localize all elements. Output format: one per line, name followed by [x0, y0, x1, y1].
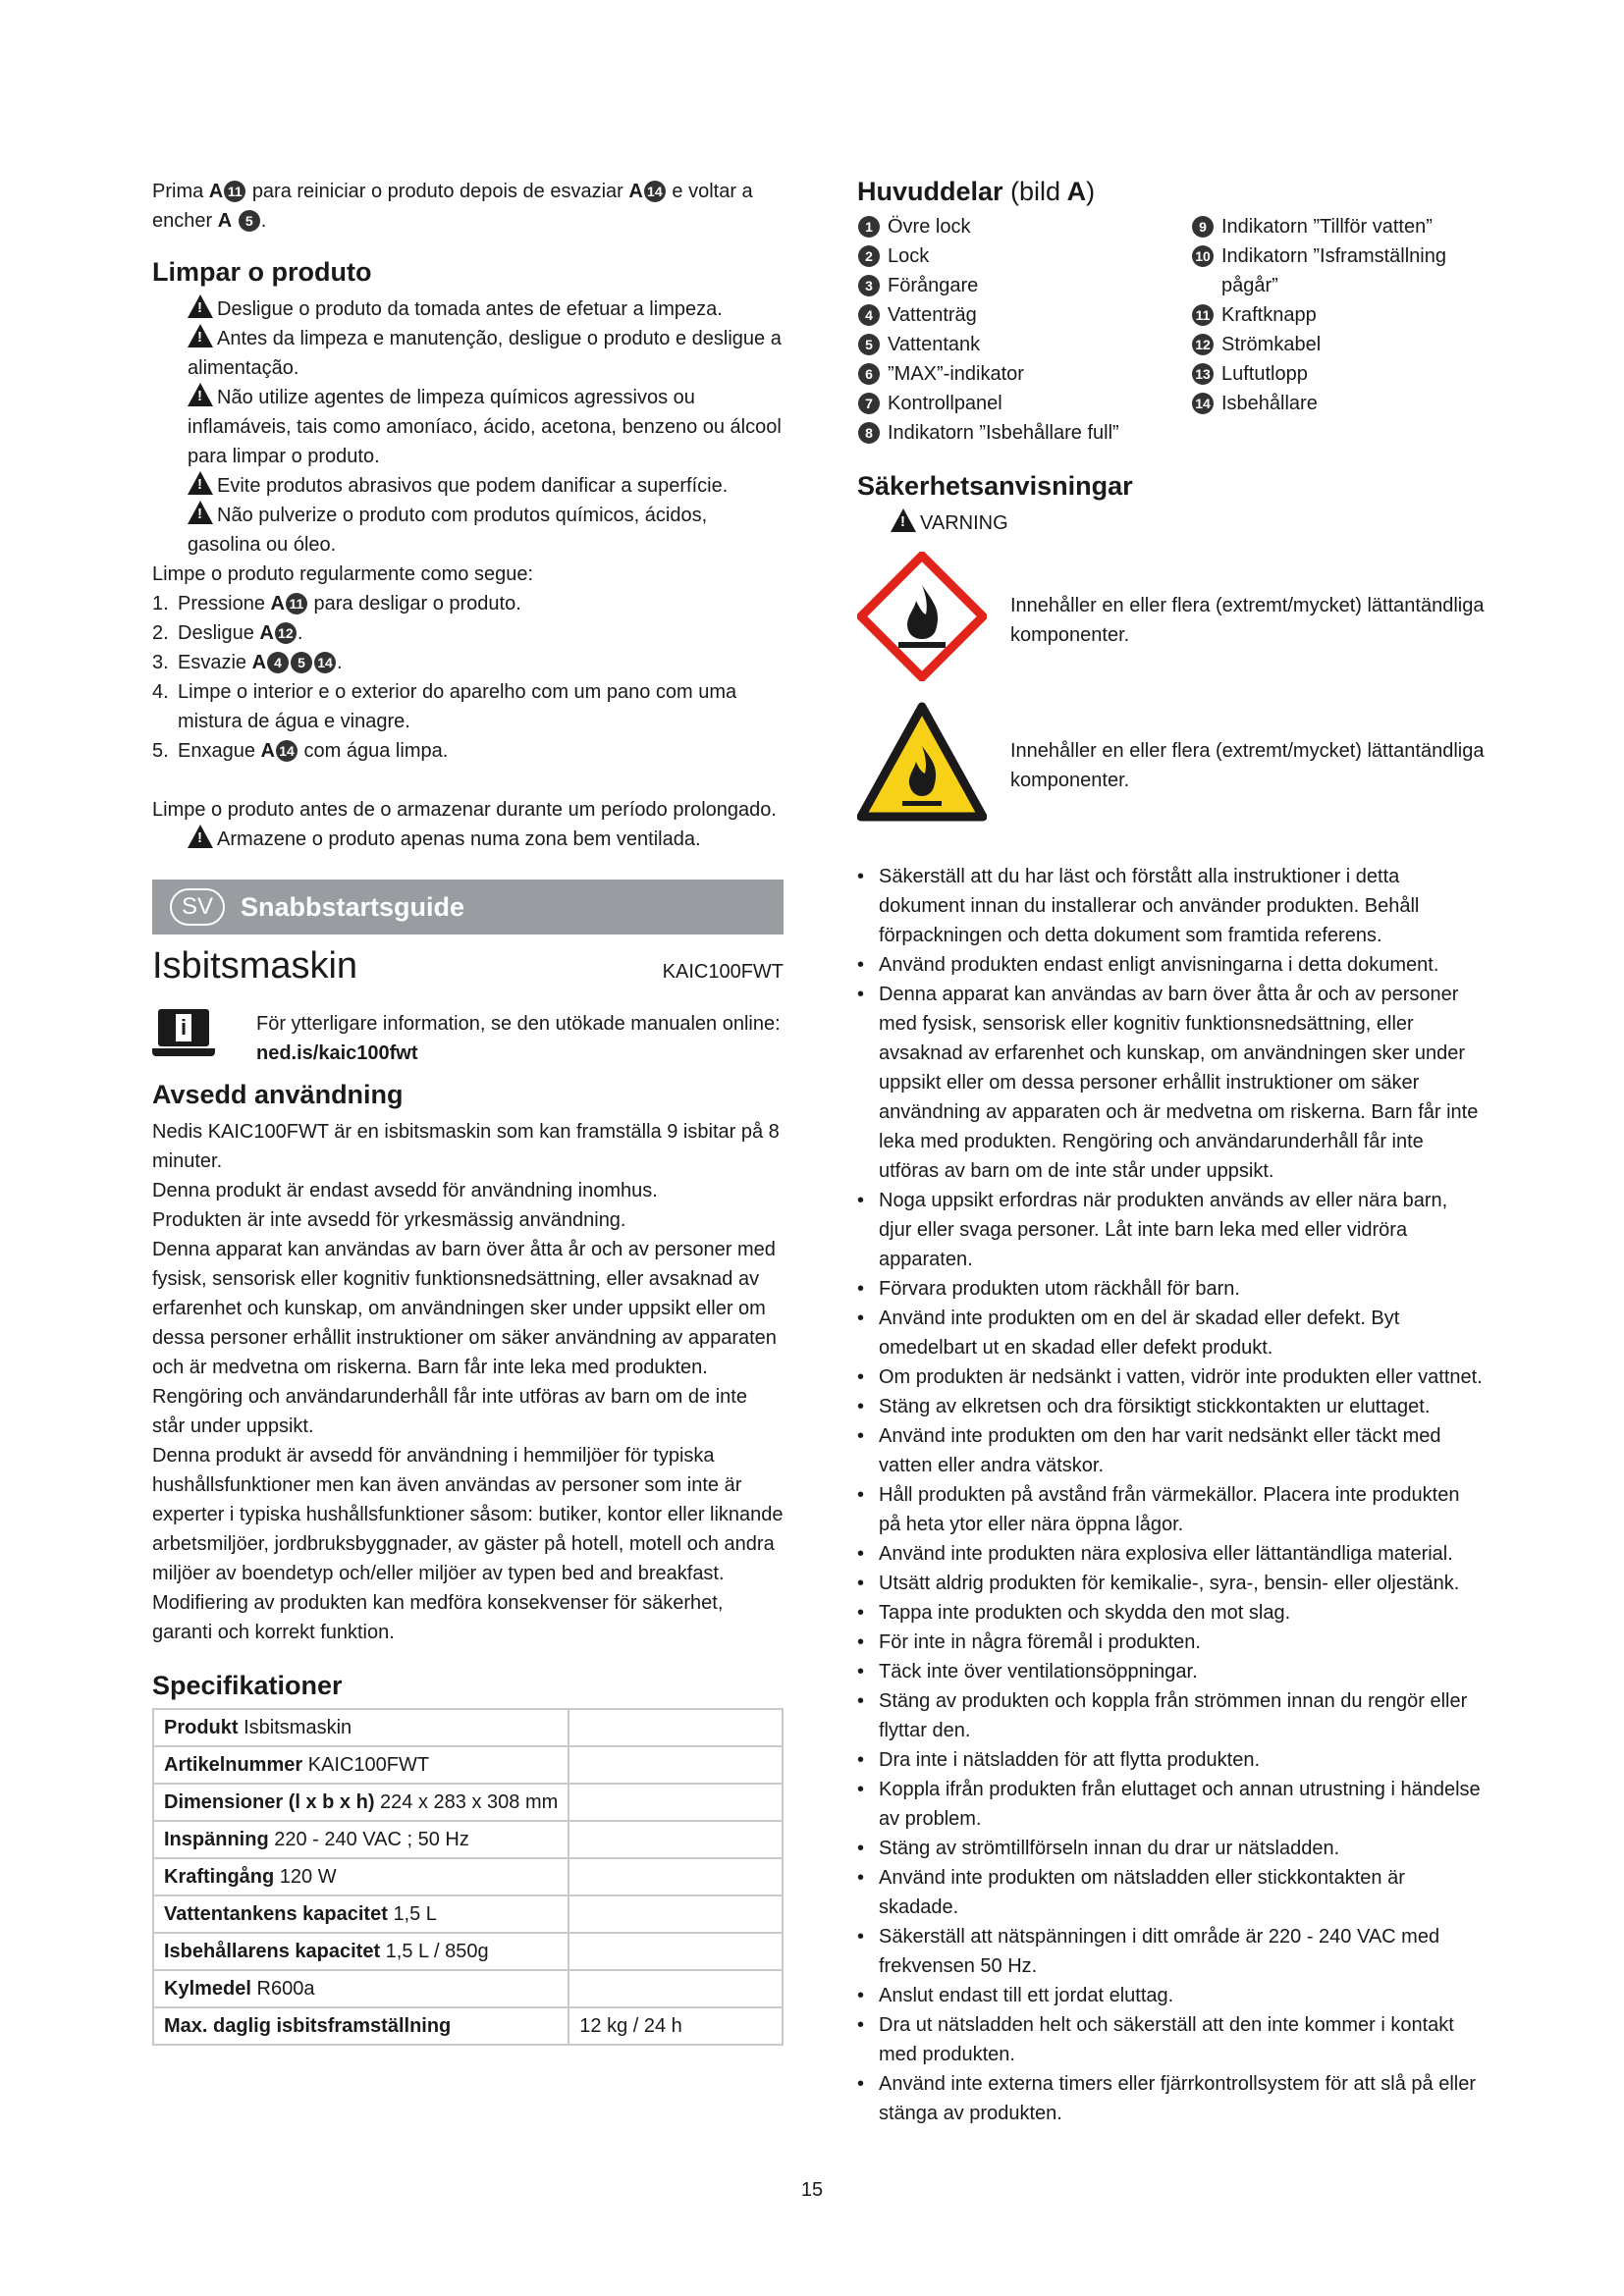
- hazard-text-1: Innehåller en eller flera (extremt/mycket) lättantändliga komponenter.: [1010, 595, 1485, 646]
- page-number: 15: [800, 2179, 824, 2201]
- spec-label: Produkt: [164, 1717, 239, 1738]
- banner-title: Snabbstartsguide: [241, 892, 465, 922]
- list-item: • Använd inte produkten om en del är skadad eller defekt. Byt omedelbart ut en skadad eller defekt produkt.: [857, 1304, 1486, 1362]
- spec-value: 1,5 L: [393, 1903, 437, 1925]
- left-column: [152, 177, 784, 2046]
- safety-heading: Säkerhetsanvisningar: [857, 471, 1133, 501]
- list-item: • Anslut endast till ett jordat eluttag.: [857, 1981, 1486, 2010]
- flammable-ghs-row: [857, 548, 1486, 693]
- list-item: [857, 330, 1191, 359]
- table-row: [153, 1933, 783, 1970]
- list-item: • Noga uppsikt erfordras när produkten används av eller nära barn, djur eller svaga personer. Låt inte barn leka med eller vidröra apparaten.: [857, 1186, 1486, 1274]
- part-label: Isbehållare: [1221, 393, 1318, 414]
- list-item: • Stäng av produkten och koppla från strömmen innan du rengör eller flyttar den.: [857, 1686, 1486, 1745]
- storage-warning: !Armazene o produto apenas numa zona bem ventilada.: [152, 825, 784, 854]
- spec-label: Kraftingång: [164, 1866, 275, 1888]
- warning-icon: [188, 324, 213, 347]
- model-number: KAIC100FWT: [662, 961, 784, 983]
- spec-heading: Specifikationer: [152, 1671, 343, 1700]
- callout-5: 5: [291, 652, 312, 673]
- callout-4: 4: [267, 652, 289, 673]
- callout-6: 6: [858, 363, 880, 385]
- list-item: [857, 241, 1191, 271]
- spec-label: Artikelnummer: [164, 1754, 303, 1776]
- callout-2: 2: [858, 245, 880, 267]
- part-label: Vattentank: [888, 334, 981, 355]
- use-heading: Avsedd användning: [152, 1080, 404, 1109]
- flammable-warning-row: [857, 693, 1486, 838]
- part-label: Indikatorn ”Isframställning pågår”: [1221, 245, 1446, 296]
- info-text: För ytterligare information, se den utökade manualen online:: [256, 1013, 781, 1035]
- list-item: [857, 418, 1191, 448]
- callout-7: 7: [858, 393, 880, 414]
- spec-value: 12 kg / 24 h: [579, 2015, 682, 2037]
- spec-value: KAIC100FWT: [307, 1754, 430, 1776]
- list-item: • Säkerställ att nätspänningen i ditt område är 220 - 240 VAC med frekvensen 50 Hz.: [857, 1922, 1486, 1981]
- intro-paragraph: Prima A 11 para reiniciar o produto depois de esvaziar A 14 e voltar a encher A 5 .: [152, 181, 753, 232]
- list-item: [1191, 212, 1486, 241]
- part-label: Indikatorn ”Tillför vatten”: [1221, 216, 1433, 238]
- callout-11: 11: [286, 593, 307, 614]
- safety-list: [857, 862, 1486, 2128]
- table-row: [153, 1896, 783, 1933]
- part-label: Indikatorn ”Isbehållare full”: [888, 422, 1119, 444]
- table-row: [153, 1746, 783, 1784]
- list-item: • Utsätt aldrig produkten för kemikalie-, syra-, bensin- eller oljestänk.: [857, 1569, 1486, 1598]
- parts-list: [857, 212, 1486, 448]
- list-item: • Denna apparat kan användas av barn över åtta år och av personer med fysisk, sensorisk eller kognitiv funktionsnedsättning, eller avsaknad av erfarenhet och kunskap, om användningen sker under uppsikt eller om dessa personer erhållit instruktioner om säker användning av apparaten och är medvetna om riskerna. Barn får inte leka med produkten. Rengöring och användarunderhåll får inte utföras av barn om de inte står under uppsikt.: [857, 980, 1486, 1186]
- table-row: [153, 1784, 783, 1821]
- list-item: [857, 212, 1191, 241]
- list-item: • Stäng av elkretsen och dra försiktigt stickkontakten ur eluttaget.: [857, 1392, 1486, 1421]
- part-label: Vattenträg: [888, 304, 977, 326]
- spec-label: Dimensioner (l x b x h): [164, 1791, 375, 1813]
- part-label: Lock: [888, 245, 930, 267]
- list-item: [1191, 300, 1486, 330]
- table-row: [153, 1858, 783, 1896]
- spec-value: 220 - 240 VAC ; 50 Hz: [274, 1829, 469, 1850]
- table-row: [153, 1970, 783, 2007]
- warning-icon: [188, 501, 213, 524]
- list-item: • Tappa inte produkten och skydda den mot slag.: [857, 1598, 1486, 1628]
- callout-14: 14: [314, 652, 336, 673]
- language-badge: SV: [170, 888, 225, 926]
- list-item: 4. Limpe o interior e o exterior do aparelho com um pano com uma mistura de água e vinagre.: [152, 681, 737, 732]
- table-row: [153, 2007, 783, 2045]
- callout-1: 1: [858, 216, 880, 238]
- list-item: [1191, 241, 1486, 300]
- list-item: 2. Desligue A 12 .: [152, 622, 303, 644]
- list-item: • Om produkten är nedsänkt i vatten, vidrör inte produkten eller vattnet.: [857, 1362, 1486, 1392]
- spec-label: Max. daglig isbitsframställning: [164, 2015, 452, 2037]
- right-column: [857, 177, 1486, 2128]
- clean-intro: Limpe o produto regularmente como segue:: [152, 563, 534, 585]
- list-item: • Använd inte externa timers eller fjärrkontrollsystem för att slå på eller stänga av produkten.: [857, 2069, 1486, 2128]
- list-item: [1191, 359, 1486, 389]
- list-item: [857, 359, 1191, 389]
- spec-label: Isbehållarens kapacitet: [164, 1941, 381, 1962]
- callout-13: 13: [1192, 363, 1214, 385]
- product-title: Isbitsmaskin: [152, 945, 358, 987]
- list-item: [1191, 330, 1486, 359]
- laptop-info-icon: [152, 1009, 215, 1058]
- list-item: [857, 271, 1191, 300]
- list-item: • För inte in några föremål i produkten.: [857, 1628, 1486, 1657]
- list-item: • Dra inte i nätsladden för att flytta produkten.: [857, 1745, 1486, 1775]
- clean-warning-list: !Desligue o produto da tomada antes de efetuar a limpeza. !Antes da limpeza e manutenção, desligue o produto e desligue a alimentação. !Não utilize agentes de limpeza químicos agressivos ou inflamáveis, tais como amoníaco, ácido, acetona, benzeno ou álcool para limpar o produto. !Evite produtos abrasivos que podem danificar a superfície. !Não pulverize o produto com produtos químicos, ácidos, gasolina ou óleo.: [152, 294, 784, 560]
- spec-label: Inspänning: [164, 1829, 269, 1850]
- list-item: • Använd inte produkten nära explosiva eller lättantändliga material.: [857, 1539, 1486, 1569]
- callout-10: 10: [1192, 245, 1214, 267]
- list-item: • Koppla ifrån produkten från eluttaget och annan utrustning i händelse av problem.: [857, 1775, 1486, 1834]
- table-row: [153, 1709, 783, 1746]
- list-item: • Använd inte produkten om nätsladden eller stickkontakten är skadade.: [857, 1863, 1486, 1922]
- clean-steps: [152, 589, 784, 766]
- part-label: Kontrollpanel: [888, 393, 1002, 414]
- warning-icon: [188, 294, 213, 318]
- part-label: Luftutlopp: [1221, 363, 1308, 385]
- callout-8: 8: [858, 422, 880, 444]
- section-banner: [152, 880, 784, 934]
- list-item: [857, 389, 1191, 418]
- list-item: 5. Enxague A 14 com água limpa.: [152, 740, 449, 762]
- callout-9: 9: [1192, 216, 1214, 238]
- ghs-flammable-icon: [857, 552, 1004, 690]
- callout-14: 14: [644, 181, 666, 202]
- spec-table: [152, 1708, 784, 2046]
- spec-value: R600a: [256, 1978, 315, 2000]
- callout-12: 12: [275, 622, 297, 644]
- callout-14: 14: [276, 740, 298, 762]
- spec-value: 120 W: [279, 1866, 337, 1888]
- callout-12: 12: [1192, 334, 1214, 355]
- table-row: [153, 1821, 783, 1858]
- hazard-text-2: Innehåller en eller flera (extremt/mycket) lättantändliga komponenter.: [1010, 740, 1485, 791]
- warning-label-row: !VARNING: [857, 508, 1486, 538]
- part-label: ”MAX”-indikator: [888, 363, 1024, 385]
- list-item: • Använd produkten endast enligt anvisningarna i detta dokument.: [857, 950, 1486, 980]
- warning-icon: [188, 383, 213, 406]
- info-row: [152, 1009, 784, 1068]
- callout-14: 14: [1192, 393, 1214, 414]
- callout-4: 4: [858, 304, 880, 326]
- storage-text: Limpe o produto antes de o armazenar durante um período prolongado.: [152, 799, 777, 821]
- product-title-row: [152, 942, 784, 989]
- warning-icon: [891, 508, 916, 532]
- use-text: Nedis KAIC100FWT är en isbitsmaskin som kan framställa 9 isbitar på 8 minuter. Denna produkt är endast avsedd för användning inomhus. Produkten är inte avsedd för yrkesmässig användning. Denna apparat kan användas av barn över åtta år och av personer med fysisk, sensorisk eller kognitiv funktionsnedsättning, eller avsaknad av erfarenhet och kunskap, om användningen sker under uppsikt eller om dessa personer erhållit instruktioner om säker användning av apparaten och är medvetna om riskerna. Barn får inte leka med produkten. Rengöring och användarunderhåll får inte utföras av barn om de inte står under uppsikt. Denna produkt är avsedd för användning i hemmiljöer för typiska hushållsfunktioner men kan även användas av personer som inte är experter i typiska hushållsfunktioner såsom: butiker, kontor eller liknande arbetsmiljöer, jordbruksbyggnader, av gäster på hotell, motell och andra miljöer av boendetyp och/eller miljöer av typen bed and breakfast. Modifiering av produkten kan medföra konsekvenser för säkerhet, garanti och korrekt funktion.: [152, 1121, 784, 1643]
- callout-11: 11: [1192, 304, 1214, 326]
- spec-value: 1,5 L / 850g: [385, 1941, 489, 1962]
- callout-5: 5: [239, 210, 260, 232]
- spec-value: 224 x 283 x 308 mm: [380, 1791, 559, 1813]
- list-item: [857, 300, 1191, 330]
- list-item: 1. Pressione A 11 para desligar o produto.: [152, 593, 521, 614]
- list-item: • Använd inte produkten om den har varit nedsänkt eller täckt med vatten eller andra vätskor.: [857, 1421, 1486, 1480]
- warning-icon: [188, 825, 213, 848]
- callout-3: 3: [858, 275, 880, 296]
- part-label: Förångare: [888, 275, 979, 296]
- part-label: Strömkabel: [1221, 334, 1322, 355]
- clean-heading: Limpar o produto: [152, 257, 372, 287]
- warning-icon: [188, 471, 213, 495]
- list-item: • Håll produkten på avstånd från värmekällor. Placera inte produkten på heta ytor eller nära öppna lågor.: [857, 1480, 1486, 1539]
- manual-link[interactable]: ned.is/kaic100fwt: [256, 1042, 418, 1064]
- list-item: • Säkerställ att du har läst och förstått alla instruktioner i detta dokument innan du installerar och använder produkten. Behåll förpackningen och detta dokument som framtida referens.: [857, 862, 1486, 950]
- spec-label: Vattentankens kapacitet: [164, 1903, 388, 1925]
- list-item: • Dra ut nätsladden helt och säkerställ att den inte kommer i kontakt med produkten.: [857, 2010, 1486, 2069]
- callout-11: 11: [224, 181, 245, 202]
- part-label: Kraftknapp: [1221, 304, 1317, 326]
- flammable-triangle-icon: [857, 701, 1004, 831]
- part-label: Övre lock: [888, 216, 971, 238]
- list-item: • Täck inte över ventilationsöppningar.: [857, 1657, 1486, 1686]
- list-item: [1191, 389, 1486, 418]
- spec-label: Kylmedel: [164, 1978, 251, 2000]
- list-item: • Stäng av strömtillförseln innan du drar ur nätsladden.: [857, 1834, 1486, 1863]
- list-item: • Förvara produkten utom räckhåll för barn.: [857, 1274, 1486, 1304]
- spec-value: Isbitsmaskin: [244, 1717, 352, 1738]
- callout-5: 5: [858, 334, 880, 355]
- list-item: 3. Esvazie A 4 5 14 .: [152, 652, 343, 673]
- parts-heading: Huvuddelar (bild A): [857, 177, 1096, 206]
